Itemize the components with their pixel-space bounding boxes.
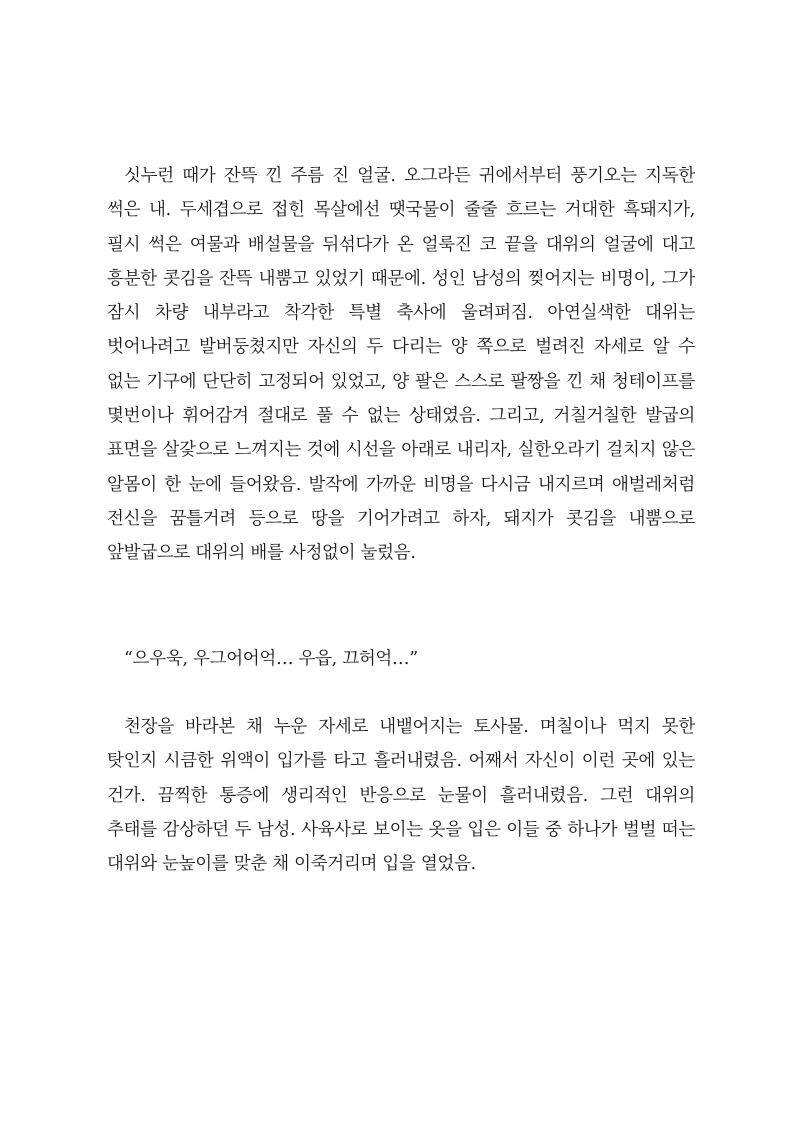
paragraph-dialogue: “으우욱, 우그어어억… 우읍, 끄허억…”	[124, 649, 418, 669]
paragraph-narration-1: 싯누런 때가 잔뜩 낀 주름 진 얼굴. 오그라든 귀에서부터 풍기오는 지독한 썩은 내. 두세겹으로 접힌 목살에선 땟국물이 줄줄 흐르는 거대한 흑돼지가, 필시 썩은 여물과 배설물을 뒤섞다가 온 얼룩진 코 끝을 대위의 얼굴에 대고 흥분한 콧김을 잔뜩 내뿜고 있었기 때문에. 성인 남성의 찢어지는 비명이, 그가 잠시 차량 내부라고 착각한 특별 축사에 울려퍼짐. 아연실색한 대위는 벗어나려고 발버둥쳤지만 자신의 두 다리는 양 쪽으로 벌려진 자세로 알 수 없는 기구에 단단히 고정되어 있었고, 양 팔은 스스로 팔짱을 낀 채 청테이프를 몇번이나 휘어감겨 절대로 풀 수 없는 상태였음. 그리고, 거칠거칠한 발굽의 표면을 살갗으로 느껴지는 것에 시선을 아래로 내리자, 실한오라기 걸치지 않은 알몸이 한 눈에 들어왔음. 발작에 가까운 비명을 다시금 내지르며 애벌레처럼 전신을 꿈틀거려 등으로 땅을 기어가려고 하자, 돼지가 콧김을 내뿜으로 앞발굽으로 대위의 배를 사정없이 눌렀음.	[107, 166, 695, 564]
paragraph-narration-2: 천장을 바라본 채 누운 자세로 내뱉어지는 토사물. 며칠이나 먹지 못한 탓인지 시큼한 위액이 입가를 타고 흘러내렸음. 어째서 자신이 이런 곳에 있는 건가. 끔찍한 통증에 생리적인 반응으로 눈물이 흘러내렸음. 그런 대위의 추태를 감상하던 두 남성. 사육사로 보이는 옷을 입은 이들 중 하나가 벌벌 떠는 대위와 눈높이를 맞춘 채 이죽거리며 입을 열었음.	[107, 717, 695, 875]
